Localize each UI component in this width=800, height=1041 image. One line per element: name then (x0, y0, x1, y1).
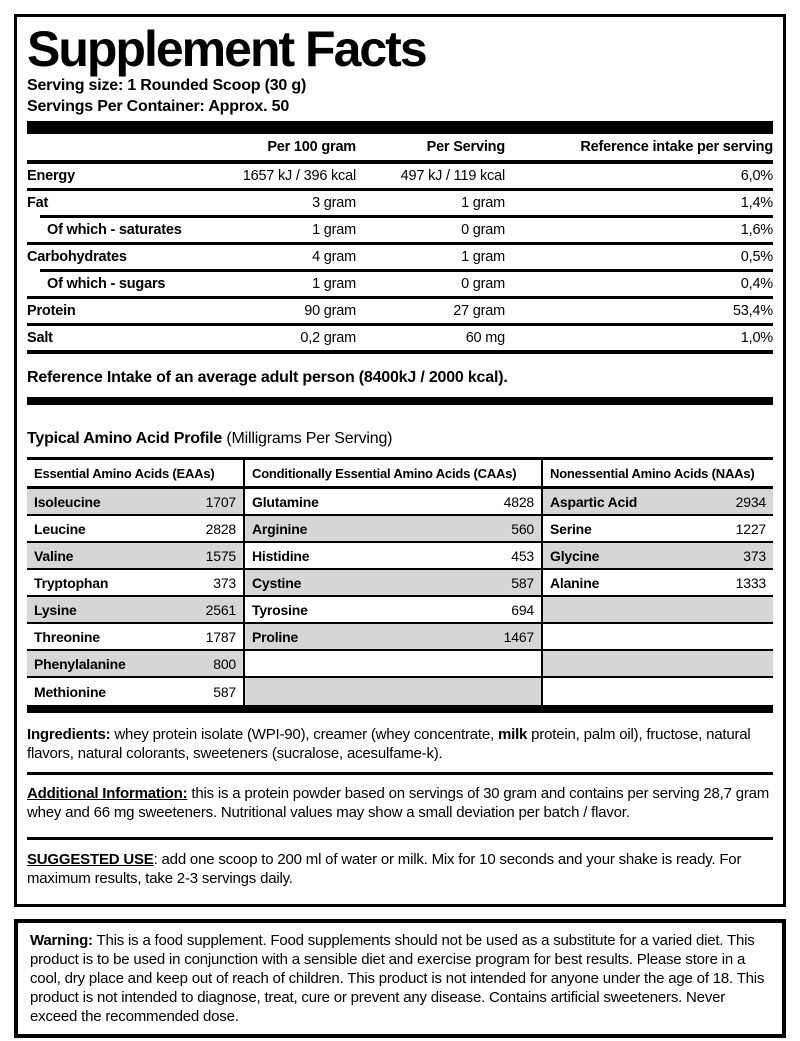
amino-row (245, 570, 541, 597)
amino-name: Glycine (550, 547, 600, 564)
amino-row (543, 489, 773, 516)
amino-column-naa (541, 460, 773, 705)
amino-value: 453 (511, 547, 534, 564)
amino-value: 587 (213, 683, 236, 700)
amino-name: Proline (252, 628, 299, 645)
amino-acid-table (27, 457, 773, 705)
amino-value: 800 (213, 655, 236, 672)
nutrition-row-salt (27, 326, 773, 350)
divider-bar-top (27, 121, 773, 134)
amino-value: 373 (743, 547, 766, 564)
per100-value: 3 gram (312, 195, 356, 211)
warning-label: Warning: (30, 932, 93, 949)
per-serving-value: 0 gram (461, 222, 505, 238)
amino-name: Methionine (34, 683, 106, 700)
amino-column-eaa (27, 460, 243, 705)
amino-row (543, 597, 773, 624)
amino-row (27, 678, 243, 705)
amino-value: 1467 (503, 628, 534, 645)
amino-value: 2828 (205, 520, 236, 537)
section-separator (27, 772, 773, 775)
per100-value: 1 gram (312, 276, 356, 292)
supplement-facts-panel (14, 14, 786, 907)
amino-row (27, 651, 243, 678)
amino-name: Tyrosine (252, 601, 308, 618)
reference-value: 1,0% (740, 330, 773, 346)
ingredients-label: Ingredients: (27, 726, 111, 743)
column-header-per100: Per 100 gram (267, 139, 356, 155)
amino-name: Threonine (34, 628, 100, 645)
suggested-use-label: SUGGESTED USE (27, 851, 154, 868)
reference-intake-footnote: Reference Intake of an average adult person (8400kJ / 2000 kcal). (27, 369, 508, 386)
amino-row (245, 516, 541, 543)
additional-info-text: this is a protein powder based on servings of 30 gram and contains per serving 28,7 gram whey and 66 mg sweeteners. Nutritional values may show a small deviation per batch / flavor. (27, 785, 770, 821)
warning-text: This is a food supplement. Food supplements should not be used as a substitute for a varied diet. This product is to be used in conjunction with a sensible diet and exercise program for best results. Please store in a cool, dry place and keep out of reach of children. This product is not intended for anyone under the age of 18. This product is not intended to diagnose, treat, cure or prevent any disease. Contains artificial sweeteners. Never exceed the recommended dose. (30, 932, 765, 1025)
amino-value: 373 (213, 574, 236, 591)
nutrition-table (27, 134, 773, 354)
additional-info-label: Additional Information: (27, 785, 188, 802)
divider-bar-amino-bottom (27, 705, 773, 713)
nutrient-name: Of which - sugars (47, 276, 166, 292)
divider-bar-middle (27, 397, 773, 405)
column-header-reference: Reference intake per serving (580, 139, 773, 155)
ingredients-text-2: protein, palm oil), fructose, natural flavors, natural colorants, sweeteners (sucralose, acesulfame-k). (27, 726, 751, 762)
reference-value: 0,5% (740, 249, 773, 265)
amino-row (245, 678, 541, 705)
amino-name: Glutamine (252, 493, 319, 510)
amino-column-caa (243, 460, 541, 705)
amino-name: Arginine (252, 520, 308, 537)
amino-name: Phenylalanine (34, 655, 126, 672)
amino-name: Histidine (252, 547, 310, 564)
amino-row (27, 516, 243, 543)
per100-value: 90 gram (304, 303, 356, 319)
amino-name: Serine (550, 520, 592, 537)
eaa-rows (27, 489, 243, 705)
amino-row (543, 543, 773, 570)
amino-value: 2561 (205, 601, 236, 618)
nutrient-name: Energy (27, 168, 75, 184)
amino-row (27, 489, 243, 516)
amino-row (543, 516, 773, 543)
additional-info-paragraph (27, 784, 773, 822)
per-serving-value: 27 gram (453, 303, 505, 319)
suggested-use-paragraph (27, 850, 773, 888)
amino-row (27, 624, 243, 651)
warning-box (14, 919, 786, 1038)
amino-value: 2934 (735, 493, 766, 510)
suggested-use-text: : add one scoop to 200 ml of water or milk. Mix for 10 seconds and your shake is ready. For maximum results, take 2-3 servings daily. (27, 851, 742, 887)
amino-value: 694 (511, 601, 534, 618)
column-header-per-serving: Per Serving (426, 139, 505, 155)
amino-title-units: (Milligrams Per Serving) (222, 430, 393, 447)
amino-name: Lysine (34, 601, 77, 618)
amino-value: 1227 (735, 520, 766, 537)
nutrient-name: Salt (27, 330, 53, 346)
amino-name: Cystine (252, 574, 302, 591)
reference-value: 0,4% (740, 276, 773, 292)
nutrient-name: Protein (27, 303, 76, 319)
amino-name: Aspartic Acid (550, 493, 638, 510)
nutrition-row-energy (27, 164, 773, 188)
per100-value: 1657 kJ / 396 kcal (242, 168, 356, 184)
nutrition-row-protein (27, 299, 773, 323)
amino-name: Leucine (34, 520, 86, 537)
per-serving-value: 60 mg (465, 330, 505, 346)
naa-rows (543, 489, 773, 705)
per100-value: 1 gram (312, 222, 356, 238)
ingredients-paragraph (27, 725, 773, 763)
amino-value: 1333 (735, 574, 766, 591)
nutrient-name: Fat (27, 195, 49, 211)
nutrient-name: Of which - saturates (47, 222, 182, 238)
caa-header: Conditionally Essential Amino Acids (CAAs) (245, 460, 541, 489)
amino-title-bold: Typical Amino Acid Profile (27, 430, 223, 447)
reference-value: 6,0% (740, 168, 773, 184)
amino-value: 587 (511, 574, 534, 591)
table-bottom-separator (27, 350, 773, 354)
servings-per-container: Servings Per Container: Approx. 50 (27, 98, 290, 115)
amino-row (27, 543, 243, 570)
amino-row (543, 570, 773, 597)
amino-row (245, 543, 541, 570)
per-serving-value: 1 gram (461, 195, 505, 211)
amino-value: 560 (511, 520, 534, 537)
nutrition-header-row (27, 134, 773, 160)
nutrition-row-sugars (27, 272, 773, 296)
amino-value: 1707 (205, 493, 236, 510)
per100-value: 4 gram (312, 249, 356, 265)
amino-value: 4828 (503, 493, 534, 510)
reference-value: 53,4% (732, 303, 773, 319)
per-serving-value: 497 kJ / 119 kcal (400, 168, 505, 184)
amino-row (27, 597, 243, 624)
amino-profile-title (27, 429, 773, 449)
eaa-header: Essential Amino Acids (EAAs) (27, 460, 243, 489)
nutrition-row-fat (27, 191, 773, 215)
amino-name: Alanine (550, 574, 600, 591)
reference-value: 1,6% (740, 222, 773, 238)
amino-row (543, 624, 773, 651)
amino-name: Tryptophan (34, 574, 109, 591)
amino-row (27, 570, 243, 597)
amino-value: 1787 (205, 628, 236, 645)
nutrition-row-carbohydrates (27, 245, 773, 269)
nutrition-row-saturates (27, 218, 773, 242)
naa-header: Nonessential Amino Acids (NAAs) (543, 460, 773, 489)
per100-value: 0,2 gram (300, 330, 356, 346)
reference-value: 1,4% (740, 195, 773, 211)
amino-row (245, 597, 541, 624)
caa-rows (245, 489, 541, 705)
per-serving-value: 0 gram (461, 276, 505, 292)
amino-row (543, 678, 773, 705)
section-separator (27, 837, 773, 840)
amino-row (245, 624, 541, 651)
ingredients-milk-bold: milk (497, 726, 528, 743)
serving-size: Serving size: 1 Rounded Scoop (30 g) (27, 77, 307, 94)
amino-name: Valine (34, 547, 74, 564)
per-serving-value: 1 gram (461, 249, 505, 265)
amino-value: 1575 (205, 547, 236, 564)
page-title: Supplement Facts (27, 21, 426, 77)
amino-name: Isoleucine (34, 493, 101, 510)
amino-row (245, 651, 541, 678)
amino-row (245, 489, 541, 516)
ingredients-text-1: whey protein isolate (WPI-90), creamer (whey concentrate, (110, 726, 498, 743)
nutrient-name: Carbohydrates (27, 249, 127, 265)
amino-row (543, 651, 773, 678)
